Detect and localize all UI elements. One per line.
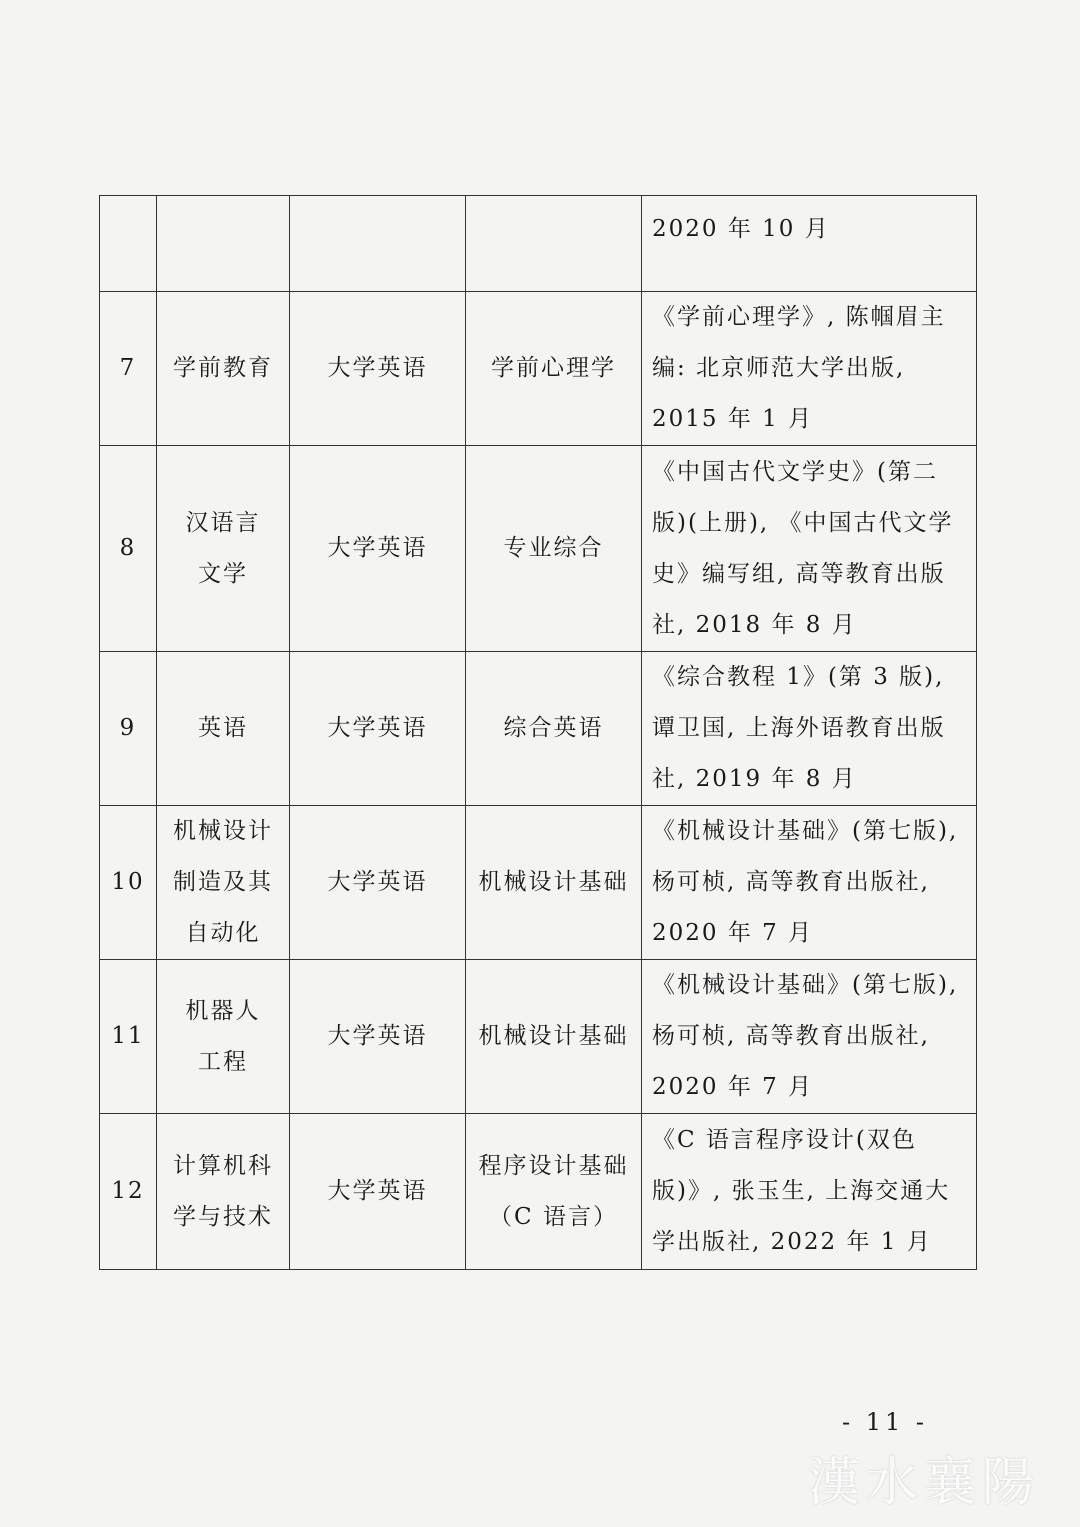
page-number: - 11 - [841,1408,928,1436]
major-cell [157,1114,290,1270]
row-number: 11 [100,960,157,1114]
major-cell [157,196,290,292]
major-cell [157,446,290,652]
textbook-cell: 《C 语言程序设计(双色版)》, 张玉生, 上海交通大学出版社, 2022 年 1 月 [642,1114,977,1270]
course-cell: 大学英语 [290,292,466,446]
table-row [100,292,977,446]
major-cell [157,960,290,1114]
major-text: 机器人工程 [185,997,261,1075]
textbook-cell: 《综合教程 1》(第 3 版), 谭卫国, 上海外语教育出版社, 2019 年 8 月 [642,652,977,806]
textbook-cell: 《学前心理学》, 陈帼眉主编: 北京师范大学出版, 2015 年 1 月 [642,292,977,446]
major-cell [157,806,290,960]
course-table [99,195,977,1270]
table-row [100,196,977,292]
subject-cell: 综合英语 [466,652,642,806]
table-row [100,446,977,652]
table-row [100,960,977,1114]
major-text: 机械设计制造及其自动化 [173,818,273,946]
subject-text: 程序设计基础（C 语言） [478,1152,629,1230]
table-row [100,652,977,806]
textbook-cell: 《机械设计基础》(第七版), 杨可桢, 高等教育出版社, 2020 年 7 月 [642,960,977,1114]
row-number: 12 [100,1114,157,1270]
subject-cell [466,196,642,292]
subject-cell: 专业综合 [466,446,642,652]
subject-cell [466,1114,642,1270]
textbook-cell: 《机械设计基础》(第七版), 杨可桢, 高等教育出版社, 2020 年 7 月 [642,806,977,960]
course-cell: 大学英语 [290,960,466,1114]
subject-cell: 机械设计基础 [466,960,642,1114]
major-cell: 英语 [157,652,290,806]
watermark-logo: 漢水襄陽 [807,1453,1040,1513]
textbook-cell: 《中国古代文学史》(第二版)(上册), 《中国古代文学史》编写组, 高等教育出版社, 2018 年 8 月 [642,446,977,652]
course-cell: 大学英语 [290,446,466,652]
major-cell: 学前教育 [157,292,290,446]
course-cell [290,196,466,292]
course-cell: 大学英语 [290,652,466,806]
major-text: 计算机科学与技术 [173,1152,273,1230]
textbook-cell: 2020 年 10 月 [642,196,977,292]
table-row [100,1114,977,1270]
subject-cell: 机械设计基础 [466,806,642,960]
table-row [100,806,977,960]
row-number: 10 [100,806,157,960]
row-number: 8 [100,446,157,652]
course-cell: 大学英语 [290,1114,466,1270]
row-number: 7 [100,292,157,446]
course-cell: 大学英语 [290,806,466,960]
major-text: 汉语言文学 [185,509,261,587]
subject-cell: 学前心理学 [466,292,642,446]
row-number: 9 [100,652,157,806]
row-number [100,196,157,292]
